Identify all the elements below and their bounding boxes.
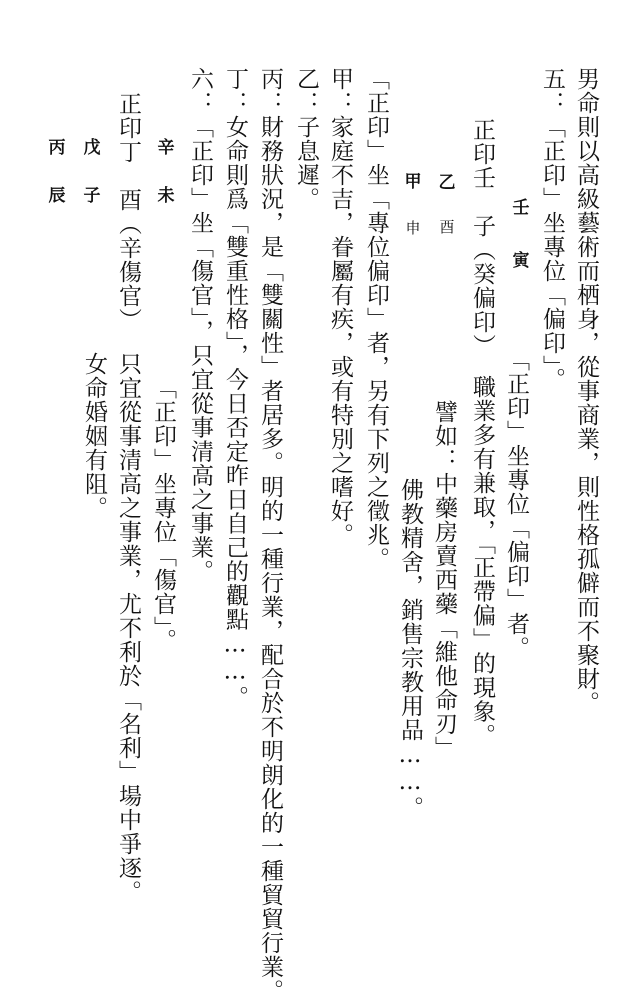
pillar-b-stem-3: 丙 — [48, 138, 66, 158]
pillar-a-branch-3: 申 — [405, 219, 421, 237]
pillar-a-branch-1: 寅 — [512, 251, 530, 271]
text-column-5: 職業多有兼取，「正帶偏」的現象。 — [469, 375, 495, 748]
text-column-12: 丁：女命則爲「雙重性格」，今日否定昨日自己的觀點……。 — [222, 67, 248, 710]
chart-label-a: 正印壬 子（癸偏印） — [469, 118, 495, 358]
text-column-14: 「正印」坐專位「傷官」。 — [150, 376, 176, 653]
text-column-6: 譬如：中藥房賣西藥「維他命刃」 — [431, 400, 457, 760]
text-column-11: 丙：財務狀況，是「雙關性」者居多。明的一種行業，配合於不明朗化的一種貿貿行業。 — [257, 67, 283, 1003]
pillar-a-stem-3: 甲 — [404, 172, 422, 192]
text-column-16: 只宜從事清高之事業，尤不利於「名利」場中爭逐。 — [115, 352, 141, 904]
pillar-a-stem-2: 乙 — [438, 173, 456, 193]
section-heading-5: 五：「正印」坐專位「偏印」。 — [539, 67, 565, 392]
pillar-b-stem-1: 辛 — [157, 138, 175, 158]
text-column-7: 佛教精舍，銷售宗教用品……。 — [397, 478, 423, 820]
text-column-3: 「正印」坐專位「偏印」者。 — [503, 348, 529, 660]
section-heading-6: 六：「正印」坐「傷官」，只宜從事清高之事業。 — [187, 67, 213, 584]
text-column-1: 男命則以高級藝術而栖身，從事商業，則性格孤僻而不聚財。 — [573, 67, 599, 715]
text-column-8: 「正印」坐「專位偏印」者，另有下列之徵兆。 — [363, 67, 389, 571]
pillar-b-branch-2: 子 — [83, 186, 101, 206]
text-column-10: 乙：子息遲。 — [293, 67, 319, 211]
text-column-17: 女命婚姻有阻。 — [81, 352, 107, 520]
chart-label-b: 正印丁 酉（辛傷官） — [115, 92, 141, 332]
text-column-9: 甲：家庭不吉，眷屬有疾，或有特別之嗜好。 — [327, 67, 353, 547]
pillar-b-branch-1: 未 — [157, 186, 175, 206]
pillar-a-stem-1: 壬 — [512, 198, 530, 218]
pillar-b-branch-3: 辰 — [48, 186, 66, 206]
pillar-a-branch-2: 酉 — [439, 218, 455, 236]
pillar-b-stem-2: 戊 — [83, 138, 101, 158]
